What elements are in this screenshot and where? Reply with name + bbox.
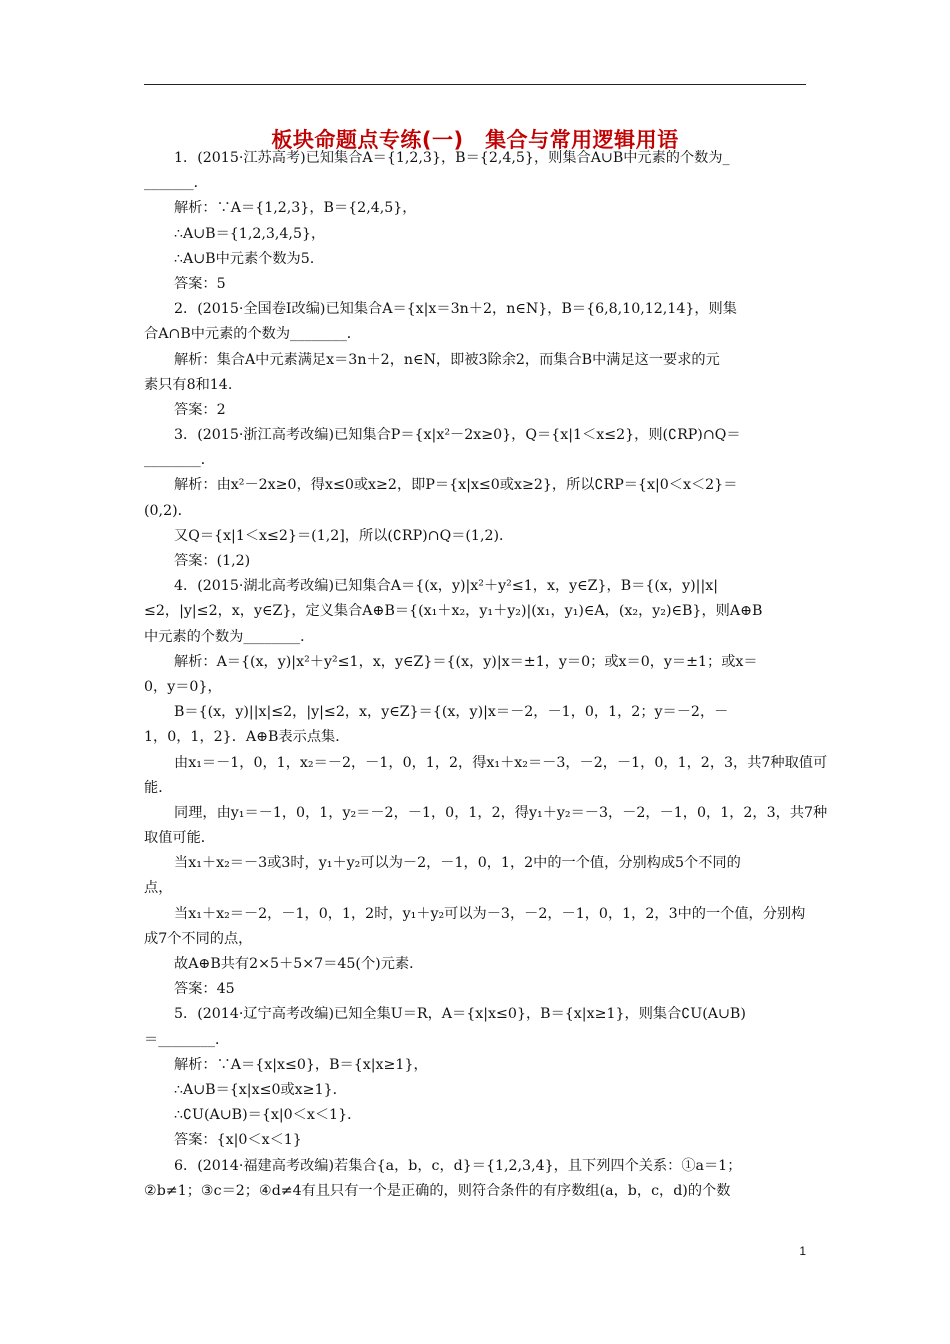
text-line: ②b≠1；③c＝2；④d≠4有且只有一个是正确的，则符合条件的有序数组(a，b，c，d)的个数: [144, 1182, 731, 1199]
text-line: 素只有8和14.: [144, 376, 233, 393]
header-rule: [144, 84, 806, 85]
text-line: 答案：2: [174, 401, 226, 418]
text-line: 5．(2014·辽宁高考改编)已知全集U＝R，A＝{x|x≤0}，B＝{x|x≥1}，则集合∁U(A∪B): [174, 1006, 746, 1023]
text-line: 能．: [144, 779, 173, 796]
text-line: 由x₁＝－1，0，1，x₂＝－2，－1，0，1，2，得x₁＋x₂＝－3，－2，－1，0，1，2，3，共7种取值可: [174, 754, 828, 771]
text-line: 2．(2015·全国卷Ⅰ改编)已知集合A＝{x|x＝3n＋2，n∈N}，B＝{6,8,10,12,14}，则集: [174, 301, 737, 318]
document-body: [144, 146, 828, 1204]
text-line: ＝________．: [144, 1031, 230, 1048]
text-line: B＝{(x，y)||x|≤2，|y|≤2，x，y∈Z}＝{(x，y)|x＝－2，－1，0，1，2；y＝－2，－: [174, 704, 729, 721]
text-line: ≤2，|y|≤2，x，y∈Z}，定义集合A⊕B＝{(x₁＋x₂，y₁＋y₂)|(x₁，y₁)∈A，(x₂，y₂)∈B}，则A⊕B: [144, 603, 763, 620]
text-line: 解析：A＝{(x，y)|x²＋y²≤1，x，y∈Z}＝{(x，y)|x＝±1，y＝0；或x＝0，y＝±1；或x＝: [174, 653, 758, 670]
text-line: ∴A∪B中元素个数为5.: [174, 250, 315, 267]
text-line: 解析：集合A中元素满足x＝3n＋2，n∈N，即被3除余2，而集合B中满足这一要求的元: [174, 351, 720, 368]
text-line: ________．: [144, 452, 215, 469]
text-line: 点，: [144, 880, 173, 897]
text-line: 4．(2015·湖北高考改编)已知集合A＝{(x，y)|x²＋y²≤1，x，y∈Z}，B＝{(x，y)||x|: [174, 578, 719, 595]
text-line: ∴A∪B＝{1,2,3,4,5}，: [174, 225, 326, 242]
text-line: 1．(2015·江苏高考)已知集合A＝{1,2,3}，B＝{2,4,5}，则集合A∪B中元素的个数为_: [174, 150, 730, 166]
text-line: 答案：45: [174, 981, 235, 998]
text-line: ∴∁U(A∪B)＝{x|0＜x＜1}．: [174, 1107, 362, 1124]
text-line: 中元素的个数为________．: [144, 628, 315, 645]
text-line: 1，0，1，2}．A⊕B表示点集．: [144, 729, 350, 746]
page-title: 板块命题点专练(一) 集合与常用逻辑用语: [271, 128, 679, 152]
page-number: 1: [799, 1244, 806, 1258]
text-line: _______．: [144, 175, 208, 192]
text-line: 合A∩B中元素的个数为________．: [144, 326, 361, 343]
text-line: 当x₁＋x₂＝－2，－1，0，1，2时，y₁＋y₂可以为－3，－2，－1，0，1，2，3中的一个值，分别构: [174, 905, 806, 922]
text-line: (0,2)．: [144, 502, 192, 519]
text-line: 当x₁＋x₂＝－3或3时，y₁＋y₂可以为－2，－1，0，1，2中的一个值，分别构成5个不同的: [174, 855, 741, 872]
text-line: 答案：{x|0＜x＜1}: [174, 1132, 302, 1149]
text-line: 3．(2015·浙江高考改编)已知集合P＝{x|x²－2x≥0}，Q＝{x|1＜x≤2}，则(∁RP)∩Q＝: [174, 427, 741, 444]
text-line: 答案：5: [174, 275, 226, 292]
text-line: 又Q＝{x|1＜x≤2}＝(1,2]，所以(∁RP)∩Q＝(1,2)．: [174, 527, 514, 544]
text-line: 6．(2014·福建高考改编)若集合{a，b，c，d}＝{1,2,3,4}，且下列四个关系：①a＝1；: [174, 1157, 742, 1174]
text-line: 取值可能．: [144, 830, 215, 847]
text-line: 故A⊕B共有2×5＋5×7＝45(个)元素．: [174, 956, 424, 972]
text-line: 解析：∵A＝{x|x≤0}，B＝{x|x≥1}，: [174, 1056, 428, 1073]
text-line: 答案：(1,2): [174, 553, 251, 569]
text-line: 成7个不同的点，: [144, 930, 253, 947]
text-line: 解析：由x²－2x≥0，得x≤0或x≥2，即P＝{x|x≤0或x≥2}，所以∁RP＝{x|0＜x＜2}＝: [174, 477, 738, 494]
text-line: 同理，由y₁＝－1，0，1，y₂＝－2，－1，0，1，2，得y₁＋y₂＝－3，－2，－1，0，1，2，3，共7种: [174, 804, 828, 821]
text-line: ∴A∪B＝{x|x≤0或x≥1}．: [174, 1081, 347, 1098]
text-line: 0，y＝0}，: [144, 678, 222, 695]
text-line: 解析：∵A＝{1,2,3}，B＝{2,4,5}，: [174, 200, 417, 217]
